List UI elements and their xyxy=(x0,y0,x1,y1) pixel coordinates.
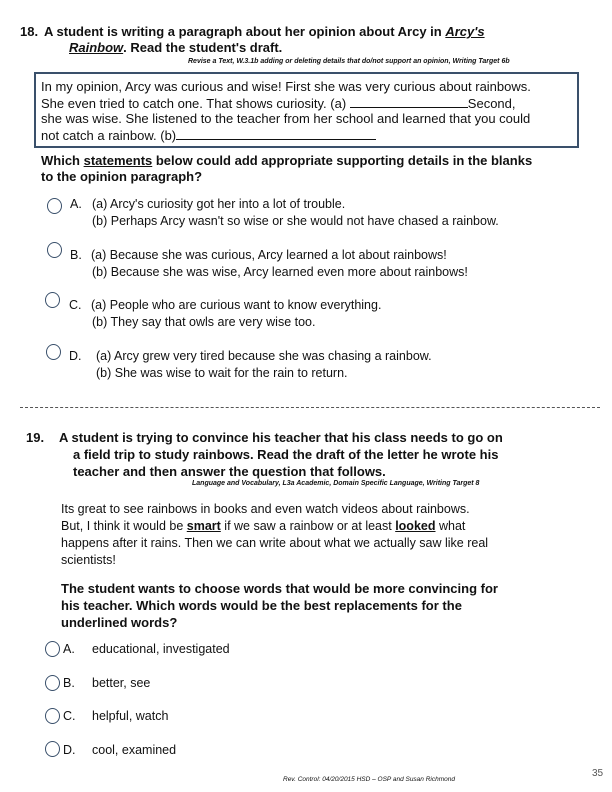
q19-option-d-letter: D. xyxy=(63,743,76,757)
q19-header-line3: teacher and then answer the question that follows. xyxy=(73,464,386,479)
q19-option-d-text: cool, examined xyxy=(92,743,177,757)
q18-number: 18. xyxy=(20,24,39,39)
q18-option-c-line-b: (b) They say that owls are very wise too. xyxy=(92,315,316,329)
q18-header-rest: . Read the student's draft. xyxy=(123,40,283,55)
draft-line-4 xyxy=(41,127,577,144)
blank-a xyxy=(350,95,468,108)
section-divider xyxy=(20,407,600,408)
q19-standard: Language and Vocabulary, L3a Academic, Domain Specific Language, Writing Target 8 xyxy=(192,480,480,487)
underlined-word-smart: smart xyxy=(186,519,221,533)
q18-option-d-line-a: (a) Arcy grew very tired because she was chasing a rainbow. xyxy=(96,349,432,363)
q19-stem-line1: The student wants to choose words that would be more convincing for xyxy=(61,581,498,596)
page-number: 35 xyxy=(592,768,604,779)
draft-line-1: In my opinion, Arcy was curious and wise! First she was very curious about rainbows. xyxy=(41,79,531,94)
q19-header-line1: A student is trying to convince his teacher that his class needs to go on xyxy=(59,430,503,445)
draft-line-3: she was wise. She listened to the teacher from her school and learned that you could xyxy=(41,111,531,126)
q19-option-c-letter: C. xyxy=(63,709,76,723)
letter-line-2-start: But, I think it would be xyxy=(61,519,187,533)
letter-line-2-mid: if we saw a rainbow or at least xyxy=(220,519,396,533)
q19-option-a-text: educational, investigated xyxy=(92,642,230,656)
q18-stem-underlined: statements xyxy=(83,153,153,168)
letter-line-2-end: what xyxy=(435,519,466,533)
q18-stem-before: Which xyxy=(41,153,84,168)
letter-line-3: happens after it rains. Then we can write about what we actually saw like real xyxy=(61,536,489,550)
q19-stem-line2: his teacher. Which words would be the best replacements for the xyxy=(61,598,462,613)
q19-option-b-bubble[interactable] xyxy=(45,675,60,691)
draft-line-2 xyxy=(41,95,577,112)
letter-line-1: Its great to see rainbows in books and even watch videos about rainbows. xyxy=(61,502,470,516)
q18-stem-line2: to the opinion paragraph? xyxy=(41,169,203,184)
q18-option-a-line-a: (a) Arcy's curiosity got her into a lot of trouble. xyxy=(92,197,346,211)
q19-stem-line3: underlined words? xyxy=(61,615,178,630)
q18-option-b-line-b: (b) Because she was wise, Arcy learned even more about rainbows! xyxy=(92,265,468,279)
draft-line-2-end: Second, xyxy=(467,95,516,111)
q19-option-a-letter: A. xyxy=(63,642,75,656)
q19-option-d-bubble[interactable] xyxy=(45,741,60,757)
q19-letter xyxy=(61,501,488,569)
footer-revision: Rev. Control: 04/20/2015 HSD – OSP and Susan Richmond xyxy=(283,776,455,783)
q18-option-d-letter: D. xyxy=(69,349,82,363)
q19-option-a-bubble[interactable] xyxy=(45,641,60,657)
q18-header-line2 xyxy=(69,40,282,56)
q19-option-b-letter: B. xyxy=(63,676,75,690)
q19-option-b-text: better, see xyxy=(92,676,151,690)
q18-option-d-line-b: (b) She was wise to wait for the rain to return. xyxy=(96,366,348,380)
q18-header-line1 xyxy=(44,24,485,40)
q18-option-b-bubble[interactable] xyxy=(47,242,62,258)
q18-option-d-bubble[interactable] xyxy=(46,344,61,360)
draft-line-4-text: not catch a rainbow. (b) xyxy=(41,127,177,143)
q18-option-c-bubble[interactable] xyxy=(45,292,60,308)
q18-stem-line1 xyxy=(41,153,532,169)
q19-option-c-text: helpful, watch xyxy=(92,709,169,723)
q18-book-title-part2: Rainbow xyxy=(69,40,124,55)
q19-header-line2: a field trip to study rainbows. Read the draft of the letter he wrote his xyxy=(73,447,499,462)
q18-stem-after: below could add appropriate supporting details in the blanks xyxy=(152,153,533,168)
draft-line-2-text: She even tried to catch one. That shows curiosity. (a) xyxy=(41,95,350,111)
underlined-word-looked: looked xyxy=(395,519,436,533)
blank-b xyxy=(176,127,376,140)
q18-draft xyxy=(41,79,577,143)
q18-header-text: A student is writing a paragraph about her opinion about Arcy in xyxy=(44,24,446,39)
letter-line-4: scientists! xyxy=(61,553,116,567)
q18-option-c-line-a: (a) People who are curious want to know everything. xyxy=(91,298,382,312)
q19-number: 19. xyxy=(26,430,45,445)
q18-option-b-letter: B. xyxy=(70,248,82,262)
q19-option-c-bubble[interactable] xyxy=(45,708,60,724)
letter-line-2 xyxy=(61,518,488,535)
q18-option-a-bubble[interactable] xyxy=(47,198,62,214)
q18-option-a-line-b: (b) Perhaps Arcy wasn't so wise or she would not have chased a rainbow. xyxy=(92,214,499,228)
q18-standard: Revise a Text, W.3.1b adding or deleting details that do/not support an opinion, Writing Target 6b xyxy=(188,58,510,65)
q18-option-c-letter: C. xyxy=(69,298,82,312)
q18-book-title-part1: Arcy's xyxy=(445,24,485,39)
q18-option-b-line-a: (a) Because she was curious, Arcy learned a lot about rainbows! xyxy=(91,248,447,262)
q18-option-a-letter: A. xyxy=(70,197,82,211)
